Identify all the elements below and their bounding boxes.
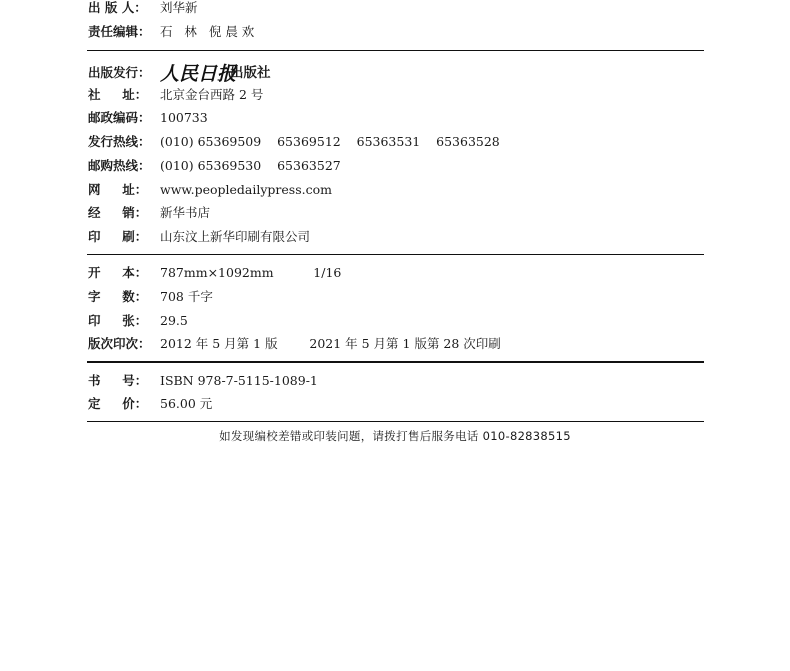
postcode-label: 邮政编码： — [88, 110, 151, 125]
price-value: 56.00 元 — [160, 396, 213, 411]
sales-hotline-row — [88, 132, 500, 152]
printer-row — [88, 227, 310, 247]
calligraphy-logo-icon — [160, 62, 237, 85]
footer-note: 如发现编校差错或印装问题，请拨打售后服务电话 010-82838515 — [219, 429, 571, 443]
website-link[interactable]: www.peopledailypress.com — [160, 182, 332, 197]
sheets-row — [88, 311, 188, 331]
sheets-label: 印 张： — [88, 313, 148, 328]
divider-4 — [87, 421, 704, 422]
editor-row — [88, 22, 254, 42]
mail-hotline-label: 邮购热线： — [88, 158, 151, 173]
logo-suffix: 出版社 — [230, 65, 271, 81]
editor-label: 责任编辑： — [88, 24, 151, 39]
issuer-row — [88, 62, 271, 84]
website-row — [88, 180, 332, 200]
isbn-row — [88, 371, 318, 391]
words-label: 字 数： — [88, 289, 148, 304]
printer-label: 印 刷： — [88, 229, 148, 244]
distributor-value: 新华书店 — [160, 205, 211, 220]
format-label: 开 本： — [88, 265, 148, 280]
distributor-label: 经 销： — [88, 205, 148, 220]
sales-hotline-label: 发行热线： — [88, 134, 151, 149]
editor-value: 石 林 倪 晨 欢 — [160, 24, 255, 39]
address-row — [88, 85, 263, 105]
price-row — [88, 394, 212, 414]
publisher-value: 刘华新 — [160, 0, 198, 15]
divider-1 — [87, 50, 704, 51]
isbn-value: ISBN 978-7-5115-1089-1 — [160, 373, 318, 388]
postcode-row — [88, 108, 208, 128]
address-value: 北京金台西路 2 号 — [160, 87, 264, 102]
mail-hotline-value: (010) 65369530 65363527 — [160, 158, 341, 173]
divider-2 — [87, 254, 704, 255]
isbn-label: 书 号： — [88, 373, 148, 388]
publisher-logo — [160, 62, 271, 84]
sheets-value: 29.5 — [160, 313, 188, 328]
words-value: 708 千字 — [160, 289, 213, 304]
distributor-row — [88, 203, 210, 223]
words-row — [88, 287, 213, 307]
edition-row — [88, 334, 501, 354]
price-label: 定 价： — [88, 396, 148, 411]
edition-value: 2012 年 5 月第 1 版 2021 年 5 月第 1 版第 28 次印刷 — [160, 336, 501, 351]
edition-label: 版次印次： — [88, 336, 151, 351]
publisher-label: 出 版 人： — [88, 0, 147, 15]
logo-text: 人民日报 — [160, 63, 237, 85]
website-label: 网 址： — [88, 182, 148, 197]
publisher-row — [88, 0, 198, 18]
sales-hotline-value: (010) 65369509 65369512 65363531 65363528 — [160, 134, 500, 149]
format-row — [88, 263, 341, 283]
postcode-value: 100733 — [160, 110, 208, 125]
issuer-label: 出版发行： — [88, 65, 151, 80]
printer-value: 山东汶上新华印刷有限公司 — [160, 229, 311, 244]
address-label: 社 址： — [88, 87, 148, 102]
mail-hotline-row — [88, 156, 341, 176]
divider-3 — [87, 361, 704, 363]
format-value: 787mm×1092mm 1/16 — [160, 265, 342, 280]
